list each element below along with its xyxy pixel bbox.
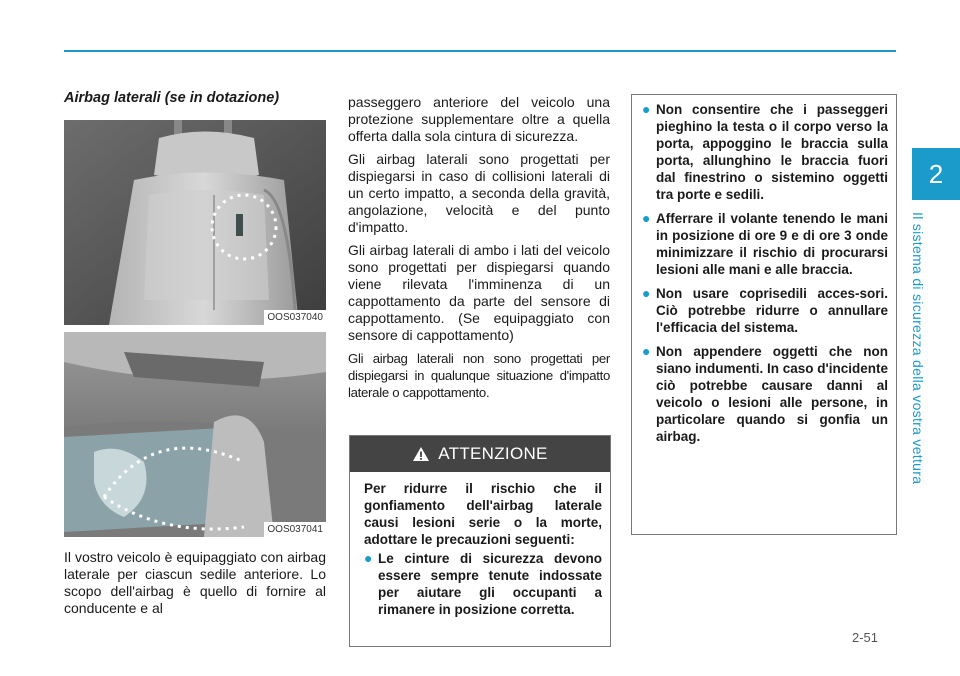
bullet-dot-icon: ● <box>642 343 651 359</box>
chapter-title-text: Il sistema di sicurezza della vostra vettura <box>910 212 926 485</box>
middle-column <box>348 94 610 407</box>
precaution-text: Non appendere oggetti che non siano indumenti. In caso d'incidente ciò potrebbe causare danni al veicolo o lesioni alle persone, in particolare quando si gonfia un airbag. <box>656 344 888 444</box>
left-column <box>64 90 326 617</box>
precaution-item <box>642 210 888 278</box>
precaution-item <box>642 101 888 203</box>
paragraph-1: passeggero anteriore del veicolo una protezione supplementare oltre a quella offerta dalla sola cintura di sicurezza. <box>348 94 610 144</box>
page-number: 2-51 <box>852 630 879 645</box>
precaution-text: Non consentire che i passeggeri pieghino la testa o il corpo verso la porta, appoggino le braccia sulla porta, allunghino le braccia fuori dal finestrino o sistemino oggetti tra porte e sedili. <box>656 102 888 202</box>
precaution-item <box>642 285 888 336</box>
precaution-item <box>642 343 888 445</box>
warning-intro: Per ridurre il rischio che il gonfiamento dell'airbag laterale causi lesioni serie o la morte, adottare le precauzioni seguenti: <box>364 481 602 547</box>
warning-triangle-icon <box>412 446 430 462</box>
precaution-text: Afferrare il volante tenendo le mani in posizione di ore 9 e di ore 3 onde minimizzare il rischio di procurarsi lesioni alle mani e alle braccia. <box>656 211 888 277</box>
bullet-dot-icon: ● <box>642 210 651 226</box>
bullet-dot-icon: ● <box>364 550 373 566</box>
bullet-dot-icon: ● <box>642 285 651 301</box>
precautions-box <box>631 94 897 535</box>
section-heading: Airbag laterali (se in dotazione) <box>64 90 280 106</box>
paragraph-3: Gli airbag laterali di ambo i lati del veicolo sono progettati per dispiegarsi quando viene rilevata l'imminenza di un cappottamento da parte del sensore di cappottamento. (Se equipaggiato con sensore di cappottamento) <box>348 242 610 343</box>
paragraph-4: Gli airbag laterali non sono progettati per dispiegarsi in qualunque situazione d'impatto laterale o cappottamento. <box>348 351 610 400</box>
curtain-airbag-photo <box>64 332 326 537</box>
top-rule <box>64 50 896 52</box>
bullet-dot-icon: ● <box>642 101 651 117</box>
cabin-illustration <box>64 332 326 537</box>
intro-paragraph: Il vostro veicolo è equipaggiato con airbag laterale per ciascun sedile anteriore. Lo scopo dell'airbag è quello di fornire al conducente e al <box>64 549 326 616</box>
paragraph-2: Gli airbag laterali sono progettati per dispiegarsi in caso di collisioni laterali di un certo impatto, a seconda della gravità, angolazione, velocità e del punto d'impatto. <box>348 151 610 235</box>
warning-bullet-text: Le cinture di sicurezza devono essere sempre tenute indossate per aiutare gli occupanti a rimanere in posizione corretta. <box>378 551 602 617</box>
warning-header <box>350 436 610 472</box>
warning-title: ATTENZIONE <box>438 444 548 463</box>
precaution-text: Non usare coprisedili acces-sori. Ciò potrebbe ridurre o annullare l'efficacia del sistema. <box>656 286 888 335</box>
chapter-number-tab: 2 <box>912 148 960 200</box>
seat-airbag-photo <box>64 120 326 325</box>
warning-bullet <box>364 550 602 618</box>
warning-box <box>349 435 611 647</box>
photo-code-1: OOS037040 <box>264 310 326 325</box>
seat-illustration <box>64 120 326 325</box>
photo-code-2: OOS037041 <box>264 522 326 537</box>
warning-body <box>350 472 610 618</box>
